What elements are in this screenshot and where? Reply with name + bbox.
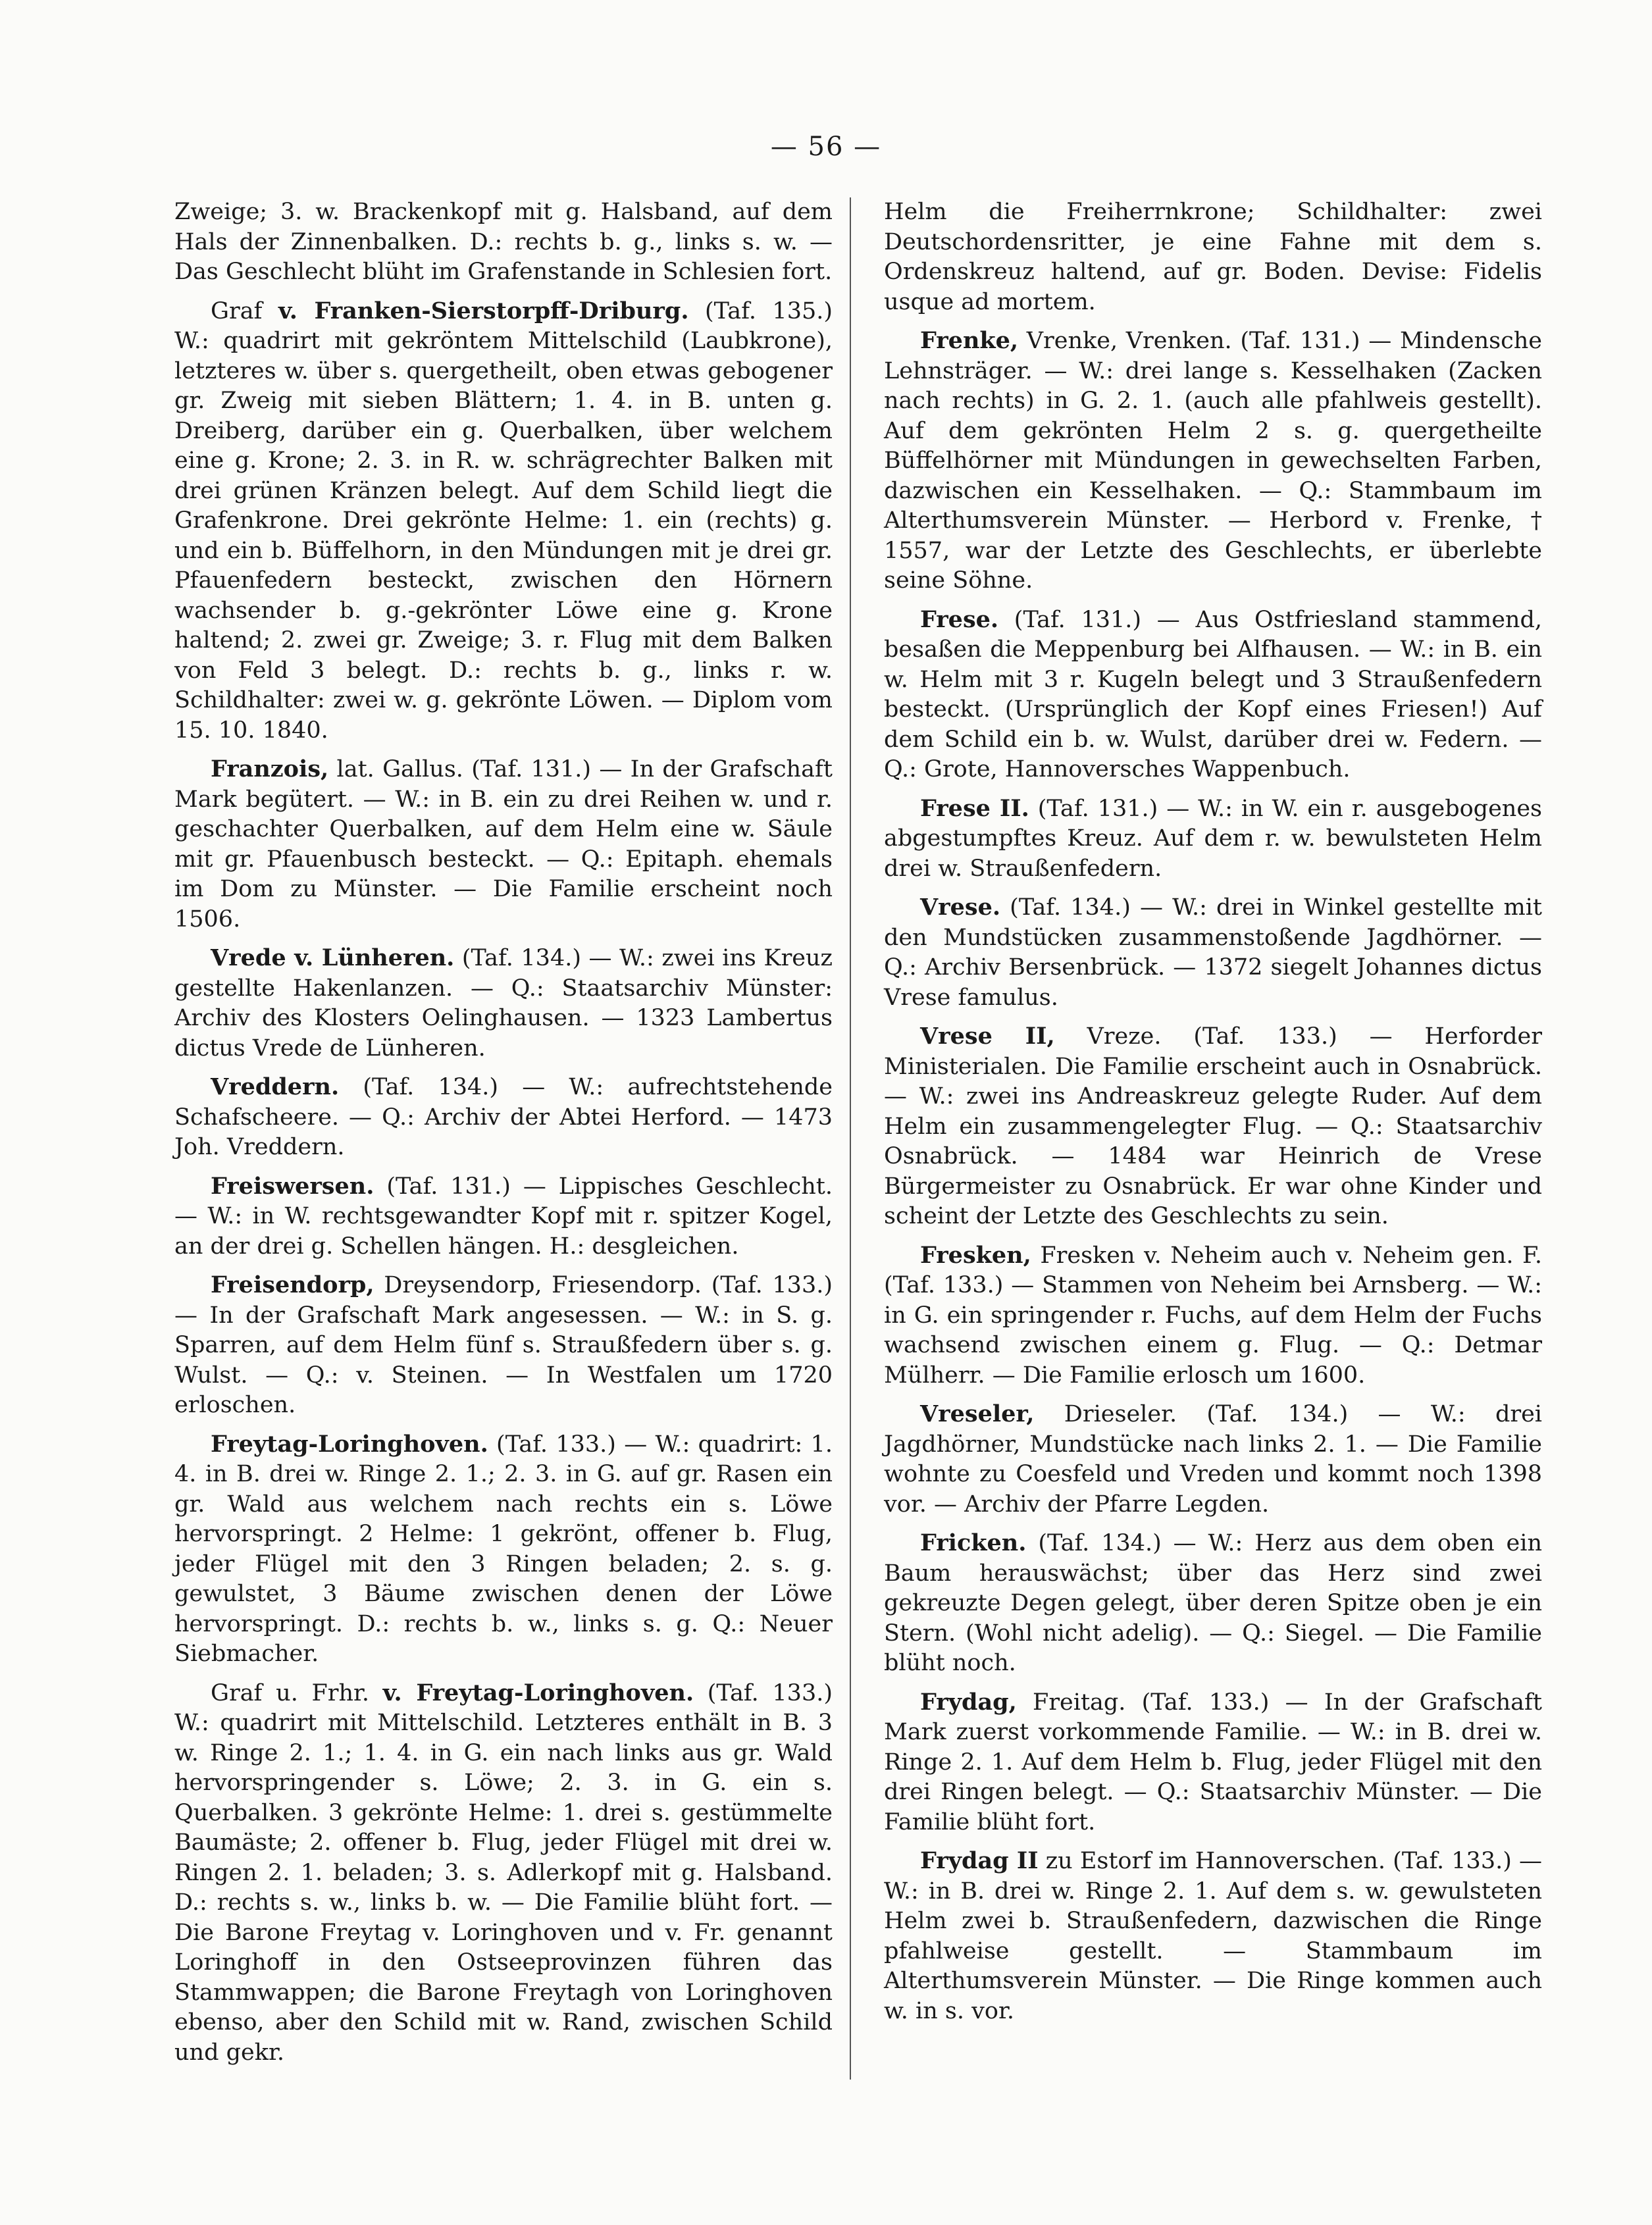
entry-heading: v. Freytag-Loringhoven.: [382, 1679, 694, 1706]
entry-heading: Frese II.: [920, 794, 1029, 822]
entry-text: (Taf. 131.) — Lippisches Geschlecht. — W.: in W. rechtsgewandter Kopf mit r. spitzer Kogel, an der drei g. Schellen hängen. H.: desgleichen.: [174, 1173, 833, 1260]
entry: [174, 1270, 833, 1421]
entry-heading: Vrese II,: [920, 1023, 1055, 1050]
entry: [884, 794, 1542, 884]
entry: [884, 1021, 1542, 1232]
entry-text: (Taf. 134.) — W.: Herz aus dem oben ein Baum herauswächst; über das Herz sind zwei gekreuzte Degen gelegt, über deren Spitze oben je ein Stern. (Wohl nicht adelig). — Q.: Siegel. — Die Familie blüht noch.: [884, 1530, 1542, 1676]
entry: [884, 326, 1542, 596]
entry: [174, 943, 833, 1063]
entry-text: (Taf. 134.) — W.: zwei ins Kreuz gestellte Hakenlanzen. — Q.: Staatsarchiv Münster: Archiv des Klosters Oelinghausen. — 1323 Lambertus dictus Vrede de Lünheren.: [174, 945, 833, 1061]
page-number: — 56 —: [770, 132, 882, 162]
entry-text: (Taf. 133.) — W.: quadrirt: 1. 4. in B. drei w. Ringe 2. 1.; 2. 3. in G. auf gr. Rasen ein gr. Wald aus welchem nach rechts ein s. Löwe hervorspringt. 2 Helme: 1 gekrönt, offener b. Flug, jeder Flügel mit den 3 Ringen beladen; 2. s. g. gewulstet, 3 Bäume zwischen denen der Löwe hervorspringt. D.: rechts b. w., links s. g. Q.: Neuer Siebmacher.: [174, 1431, 833, 1667]
entry-text: (Taf. 134.) — W.: drei in Winkel gestellte mit den Mundstücken zusammenstoßende Jagdhörner. — Q.: Archiv Bersenbrück. — 1372 siegelt Johannes dictus Vrese famulus.: [884, 894, 1542, 1011]
entry-text: Vrenke, Vrenken. (Taf. 131.) — Mindensche Lehnsträger. — W.: drei lange s. Kesselhaken (Zacken nach rechts) in G. 2. 1. (auch alle pfahlweis gestellt). Auf dem gekrönten Helm 2 s. g. quergetheilte Büffelhörner mit Mündungen in gewechselten Farben, dazwischen ein Kesselhaken. — Q.: Stammbaum im Alterthumsverein Münster. — Herbord v. Frenke, † 1557, war der Letzte des Geschlechts, er überlebte seine Söhne.: [884, 328, 1542, 594]
column-divider: [850, 197, 851, 2080]
entry-heading: Frenke,: [920, 327, 1019, 354]
entry-text: (Taf. 135.) W.: quadrirt mit gekröntem Mittelschild (Laubkrone), letzteres w. über s. quergetheilt, oben etwas gebogener gr. Zweig mit sieben Blättern; 1. 4. in B. unten g. Dreiberg, darüber ein g. Querbalken, über welchem eine g. Krone; 2. 3. in R. w. schrägrechter Balken mit drei grünen Kränzen belegt. Auf dem Schild liegt die Grafenkrone. Drei gekrönte Helme: 1. ein (rechts) g. und ein b. Büffelhorn, in den Mündungen mit je drei gr. Pfauenfedern besteckt, zwischen den Hörnern wachsender b. g.-gekrönter Löwe eine g. Krone haltend; 2. zwei gr. Zweige; 3. r. Flug mit dem Balken von Feld 3 belegt. D.: rechts b. g., links r. w. Schildhalter: zwei w. g. gekrönte Löwen. — Diplom vom 15. 10. 1840.: [174, 297, 833, 744]
entry: [174, 1429, 833, 1670]
entry-text: (Taf. 133.) W.: quadrirt mit Mittelschild. Letzteres enthält in B. 3 w. Ringe 2. 1.; 1. 4. in G. ein nach links aus gr. Wald hervorspringender s. Löwe; 2. 3. in G. ein s. Querbalken. 3 gekrönte Helme: 1. drei s. gestümmelte Baumäste; 2. offener b. Flug, jeder Flügel mit drei w. Ringen 2. 1. beladen; 3. s. Adlerkopf mit g. Halsband. D.: rechts s. w., links b. w. — Die Familie blüht fort. — Die Barone Freytag v. Loringhoven und v. Fr. genannt Loringhoff in den Ostseeprovinzen führen das Stammwappen; die Barone Freytagh von Loringhoven ebenso, aber den Schild mit w. Rand, zwischen Schild und gekr.: [174, 1679, 833, 2066]
entry-text: (Taf. 131.) — W.: in W. ein r. ausgebogenes abgestumpftes Kreuz. Auf dem r. w. bewulsteten Helm drei w. Straußenfedern.: [884, 795, 1542, 882]
entry: [884, 605, 1542, 785]
entry-heading: Frydag,: [920, 1688, 1017, 1716]
entry: [174, 1678, 833, 2068]
entry-text: (Taf. 134.) — W.: aufrechtstehende Schafscheere. — Q.: Archiv der Abtei Herford. — 1473 Joh. Vreddern.: [174, 1074, 833, 1160]
entry-heading: Vreseler,: [920, 1400, 1035, 1427]
entry: [884, 892, 1542, 1013]
entry-heading: Frydag II: [920, 1847, 1039, 1874]
entry: [884, 1399, 1542, 1520]
entry-text: lat. Gallus. (Taf. 131.) — In der Grafschaft Mark begütert. — W.: in B. ein zu drei Reihen w. und r. geschachter Querbalken, auf dem Helm eine w. Säule mit gr. Pfauenbusch besteckt. — Q.: Epitaph. ehemals im Dom zu Münster. — Die Familie erscheint noch 1506.: [174, 756, 833, 933]
entry: [174, 1171, 833, 1262]
entry-heading: Frese.: [920, 605, 999, 633]
entry-prefix: Graf u. Frhr.: [211, 1679, 383, 1706]
entry-text: (Taf. 131.) — Aus Ostfriesland stammend, besaßen die Meppenburg bei Alfhausen. — W.: in B. ein w. Helm mit 3 r. Kugeln belegt und 3 Straußenfedern besteckt. (Ursprünglich der Kopf eines Friesen!) Auf dem Schild ein b. w. Wulst, darüber drei w. Federn. — Q.: Grote, Hannoversches Wappenbuch.: [884, 606, 1542, 782]
entry-text: Dreysendorp, Friesendorp. (Taf. 133.) — In der Grafschaft Mark angesessen. — W.: in S. g. Sparren, auf dem Helm fünf s. Straußfedern über s. g. Wulst. — Q.: v. Steinen. — In Westfalen um 1720 erloschen.: [174, 1272, 833, 1418]
entry: [884, 1846, 1542, 2026]
entry: [174, 296, 833, 746]
entry-text: Freitag. (Taf. 133.) — In der Grafschaft Mark zuerst vorkommende Familie. — W.: in B. drei w. Ringe 2. 1. Auf dem Helm b. Flug, jeder Flügel mit den drei Ringen belegt. — Q.: Staatsarchiv Münster. — Die Familie blüht fort.: [884, 1689, 1542, 1835]
entry-text: Vreze. (Taf. 133.) — Herforder Ministerialen. Die Familie erscheint auch in Osnabrück. — W.: zwei ins Andreaskreuz gelegte Ruder. Auf dem Helm ein zusammengelegter Flug. — Q.: Staatsarchiv Osnabrück. — 1484 war Heinrich de Vrese Bürgermeister zu Osnabrück. Er war ohne Kinder und scheint der Letzte des Geschlechts zu sein.: [884, 1023, 1543, 1229]
left-column: [174, 197, 833, 2076]
entry-heading: Vrese.: [920, 894, 1001, 921]
entry-heading: Fricken.: [920, 1529, 1027, 1556]
entry: [884, 1528, 1542, 1679]
entry-heading: Freytag-Loringhoven.: [211, 1430, 488, 1458]
entry-text: Helm die Freiherrnkrone; Schildhalter: zwei Deutschordensritter, je eine Fahne mit dem s. Ordenskreuz haltend, auf gr. Boden. Devise: Fidelis usque ad mortem.: [884, 199, 1542, 315]
entry: [884, 1240, 1542, 1391]
entry-heading: Freisendorp,: [211, 1271, 374, 1298]
entry: [174, 197, 833, 288]
entry-heading: Vreddern.: [211, 1073, 340, 1100]
entry-heading: Freiswersen.: [211, 1172, 374, 1200]
entry: [174, 1072, 833, 1163]
entry-heading: Franzois,: [211, 755, 329, 782]
entry-text: Drieseler. (Taf. 134.) — W.: drei Jagdhörner, Mundstücke nach links 2. 1. — Die Familie wohnte zu Coesfeld und Vreden und kommt noch 1398 vor. — Archiv der Pfarre Legden.: [884, 1401, 1542, 1518]
entry-text: Fresken v. Neheim auch v. Neheim gen. F. (Taf. 133.) — Stammen von Neheim bei Arnsberg. — W.: in G. ein springender r. Fuchs, auf dem Helm der Fuchs wachsend zwischen einem g. Flug. — Q.: Detmar Mülherr. — Die Familie erlosch um 1600.: [884, 1242, 1542, 1389]
entry: [174, 754, 833, 934]
entry: [884, 1687, 1542, 1838]
entry-text: zu Estorf im Hannoverschen. (Taf. 133.) — W.: in B. drei w. Ringe 2. 1. Auf dem s. w. gewulsteten Helm zwei b. Straußenfedern, dazwischen die Ringe pfahlweise gestellt. — Stammbaum im Alterthumsverein Münster. — Die Ringe kommen auch w. in s. vor.: [884, 1848, 1542, 2024]
right-column: [884, 197, 1542, 2035]
entry-prefix: Graf: [211, 297, 278, 324]
entry-heading: Fresken,: [920, 1241, 1031, 1269]
entry-heading: v. Franken-Sierstorpff-Driburg.: [278, 297, 689, 324]
entry: [884, 197, 1542, 317]
entry-heading: Vrede v. Lünheren.: [211, 944, 455, 971]
entry-text: Zweige; 3. w. Brackenkopf mit g. Halsband, auf dem Hals der Zinnenbalken. D.: rechts b. g., links s. w. — Das Geschlecht blüht im Grafenstande in Schlesien fort.: [174, 199, 833, 285]
